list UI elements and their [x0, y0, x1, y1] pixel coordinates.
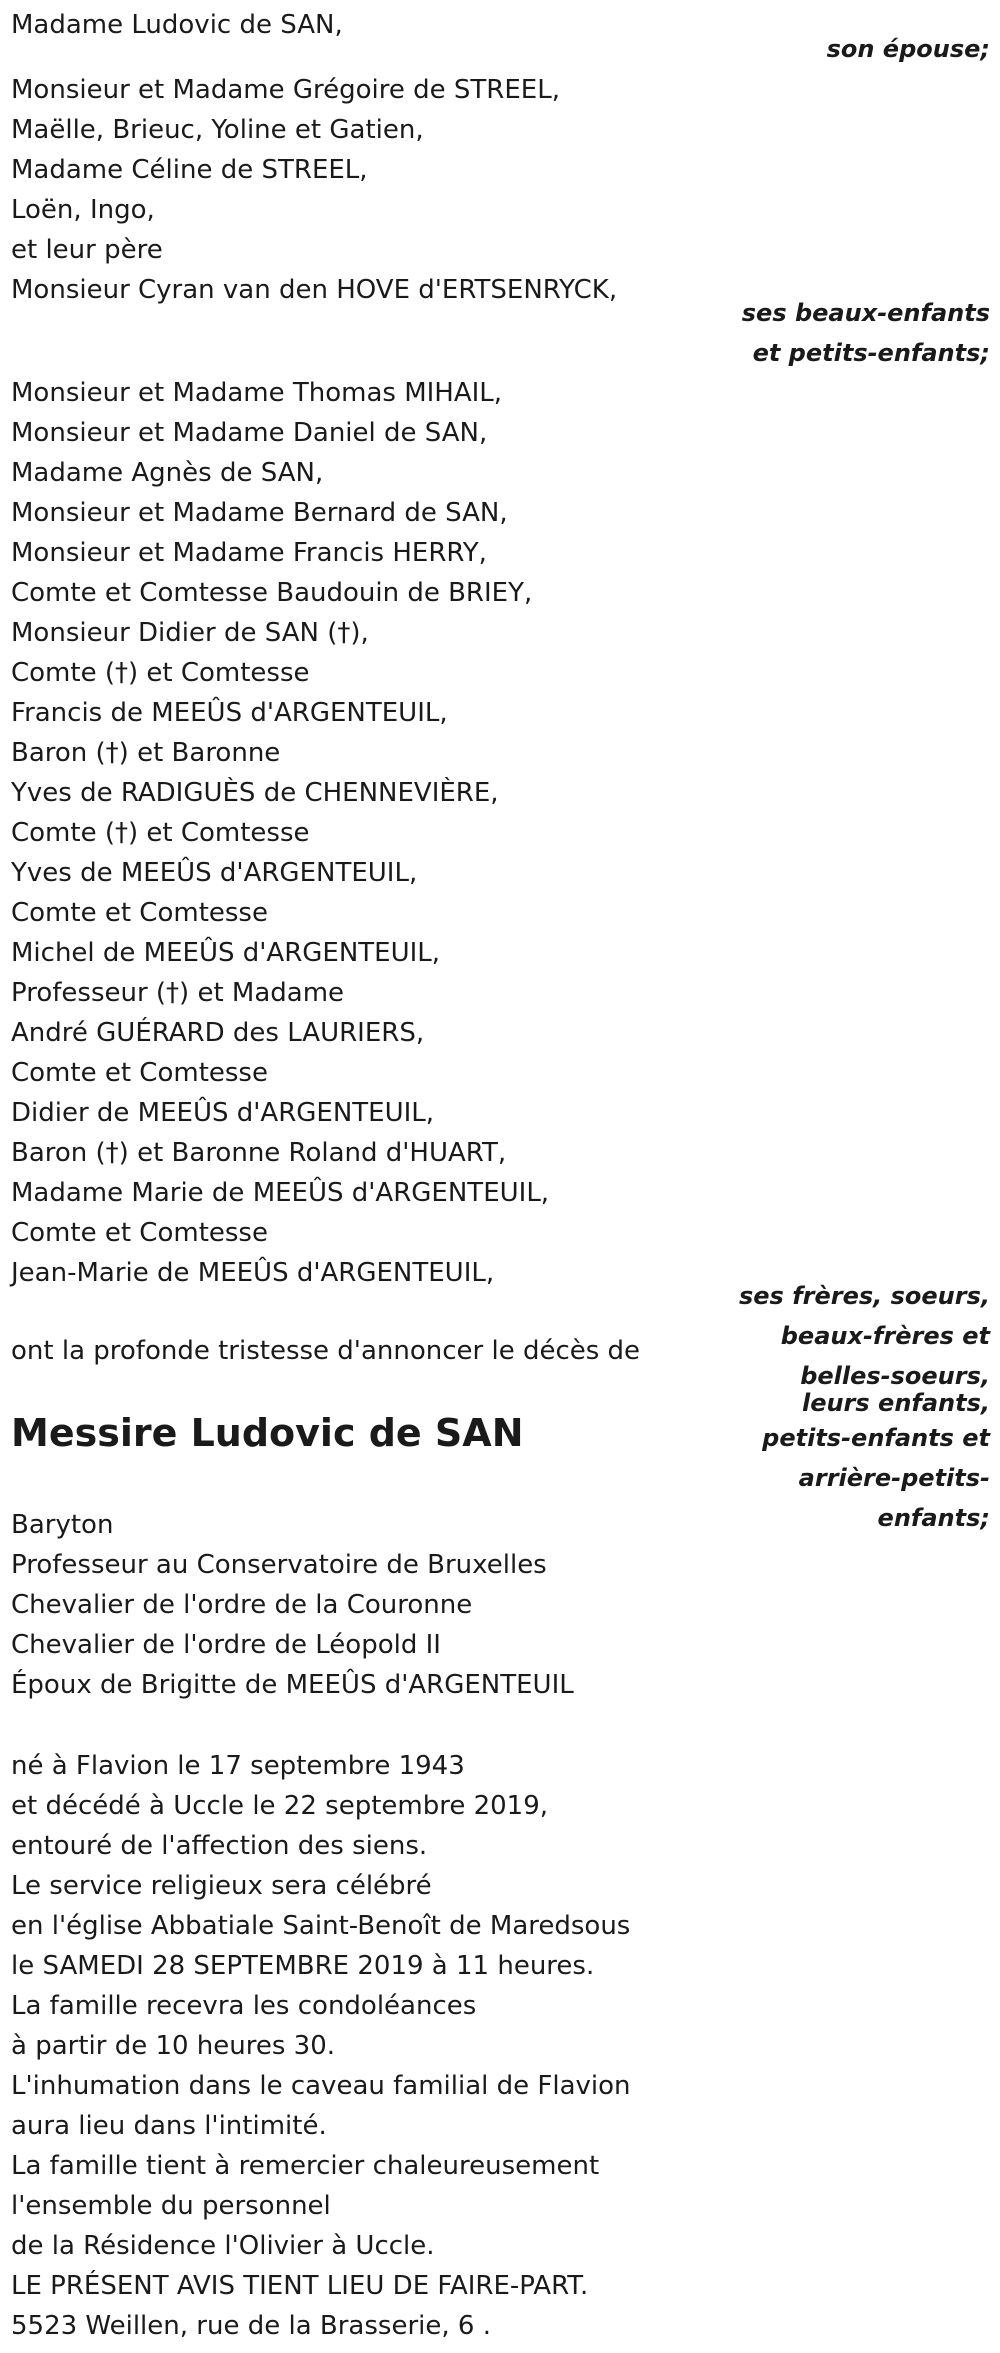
title-line: Chevalier de l'ordre de Léopold II — [11, 1630, 441, 1660]
title-line: Professeur au Conservatoire de Bruxelles — [11, 1550, 547, 1580]
family-line: Comte et Comtesse — [11, 898, 268, 928]
family-line: Jean-Marie de MEEÛS d'ARGENTEUIL, — [11, 1258, 495, 1288]
role-label: ses beaux-enfants — [741, 299, 990, 327]
detail-line: en l'église Abbatiale Saint-Benoît de Maredsous — [11, 1911, 631, 1941]
title-line: Baryton — [11, 1510, 114, 1540]
role-label: beaux-frères et — [780, 1322, 990, 1350]
family-line: Yves de MEEÛS d'ARGENTEUIL, — [11, 858, 418, 888]
family-line: Monsieur et Madame Grégoire de STREEL, — [11, 75, 560, 105]
family-line: Comte et Comtesse — [11, 1218, 268, 1248]
family-line: Baron (†) et Baronne Roland d'HUART, — [11, 1138, 507, 1168]
family-line: Comte (†) et Comtesse — [11, 818, 310, 848]
family-line: Loën, Ingo, — [11, 195, 155, 225]
role-label: leurs enfants, — [801, 1389, 990, 1417]
deceased-name: Messire Ludovic de SAN — [11, 1411, 524, 1455]
detail-line: et décédé à Uccle le 22 septembre 2019, — [11, 1791, 549, 1821]
detail-line: entouré de l'affection des siens. — [11, 1831, 428, 1861]
title-line: Chevalier de l'ordre de la Couronne — [11, 1590, 473, 1620]
announcement-text: ont la profonde tristesse d'annoncer le décès de — [11, 1336, 641, 1366]
detail-line: 5523 Weillen, rue de la Brasserie, 6 . — [11, 2311, 491, 2341]
family-line: Comte et Comtesse Baudouin de BRIEY, — [11, 578, 533, 608]
family-line: Baron (†) et Baronne — [11, 738, 281, 768]
role-label: belles-soeurs, — [800, 1362, 990, 1390]
family-line: Didier de MEEÛS d'ARGENTEUIL, — [11, 1098, 435, 1128]
family-line: Francis de MEEÛS d'ARGENTEUIL, — [11, 698, 448, 728]
family-line: Monsieur Cyran van den HOVE d'ERTSENRYCK, — [11, 275, 618, 305]
family-line: Madame Marie de MEEÛS d'ARGENTEUIL, — [11, 1178, 550, 1208]
family-line: Monsieur et Madame Thomas MIHAIL, — [11, 378, 503, 408]
family-line: Monsieur Didier de SAN (†), — [11, 618, 369, 648]
family-line: Maëlle, Brieuc, Yoline et Gatien, — [11, 115, 424, 145]
detail-line: de la Résidence l'Olivier à Uccle. — [11, 2231, 435, 2261]
family-line: Monsieur et Madame Bernard de SAN, — [11, 498, 508, 528]
role-label: arrière-petits- — [798, 1464, 990, 1492]
family-line: André GUÉRARD des LAURIERS, — [11, 1018, 425, 1048]
detail-line: Le service religieux sera célébré — [11, 1871, 432, 1901]
role-label: et petits-enfants; — [752, 339, 990, 367]
family-line: Professeur (†) et Madame — [11, 978, 345, 1008]
role-label: enfants; — [877, 1504, 990, 1532]
detail-line: La famille tient à remercier chaleureusement — [11, 2151, 600, 2181]
family-line: Monsieur et Madame Daniel de SAN, — [11, 418, 488, 448]
role-label: petits-enfants et — [762, 1424, 990, 1452]
detail-line: l'ensemble du personnel — [11, 2191, 331, 2221]
detail-line: aura lieu dans l'intimité. — [11, 2111, 327, 2141]
detail-line: L'inhumation dans le caveau familial de Flavion — [11, 2071, 631, 2101]
family-line: Monsieur et Madame Francis HERRY, — [11, 538, 487, 568]
family-line: Madame Ludovic de SAN, — [11, 10, 343, 40]
detail-line: La famille recevra les condoléances — [11, 1991, 477, 2021]
family-line: Madame Agnès de SAN, — [11, 458, 324, 488]
detail-line: né à Flavion le 17 septembre 1943 — [11, 1751, 465, 1781]
detail-line: LE PRÉSENT AVIS TIENT LIEU DE FAIRE-PART. — [11, 2271, 589, 2301]
role-label: ses frères, soeurs, — [738, 1282, 990, 1310]
title-line: Époux de Brigitte de MEEÛS d'ARGENTEUIL — [11, 1670, 574, 1700]
family-line: Michel de MEEÛS d'ARGENTEUIL, — [11, 938, 441, 968]
family-line: Comte et Comtesse — [11, 1058, 268, 1088]
detail-line: à partir de 10 heures 30. — [11, 2031, 336, 2061]
detail-line: le SAMEDI 28 SEPTEMBRE 2019 à 11 heures. — [11, 1951, 595, 1981]
family-line: et leur père — [11, 235, 163, 265]
role-label: son épouse; — [826, 35, 990, 63]
family-line: Yves de RADIGUÈS de CHENNEVIÈRE, — [11, 778, 499, 808]
family-line: Comte (†) et Comtesse — [11, 658, 310, 688]
family-line: Madame Céline de STREEL, — [11, 155, 368, 185]
